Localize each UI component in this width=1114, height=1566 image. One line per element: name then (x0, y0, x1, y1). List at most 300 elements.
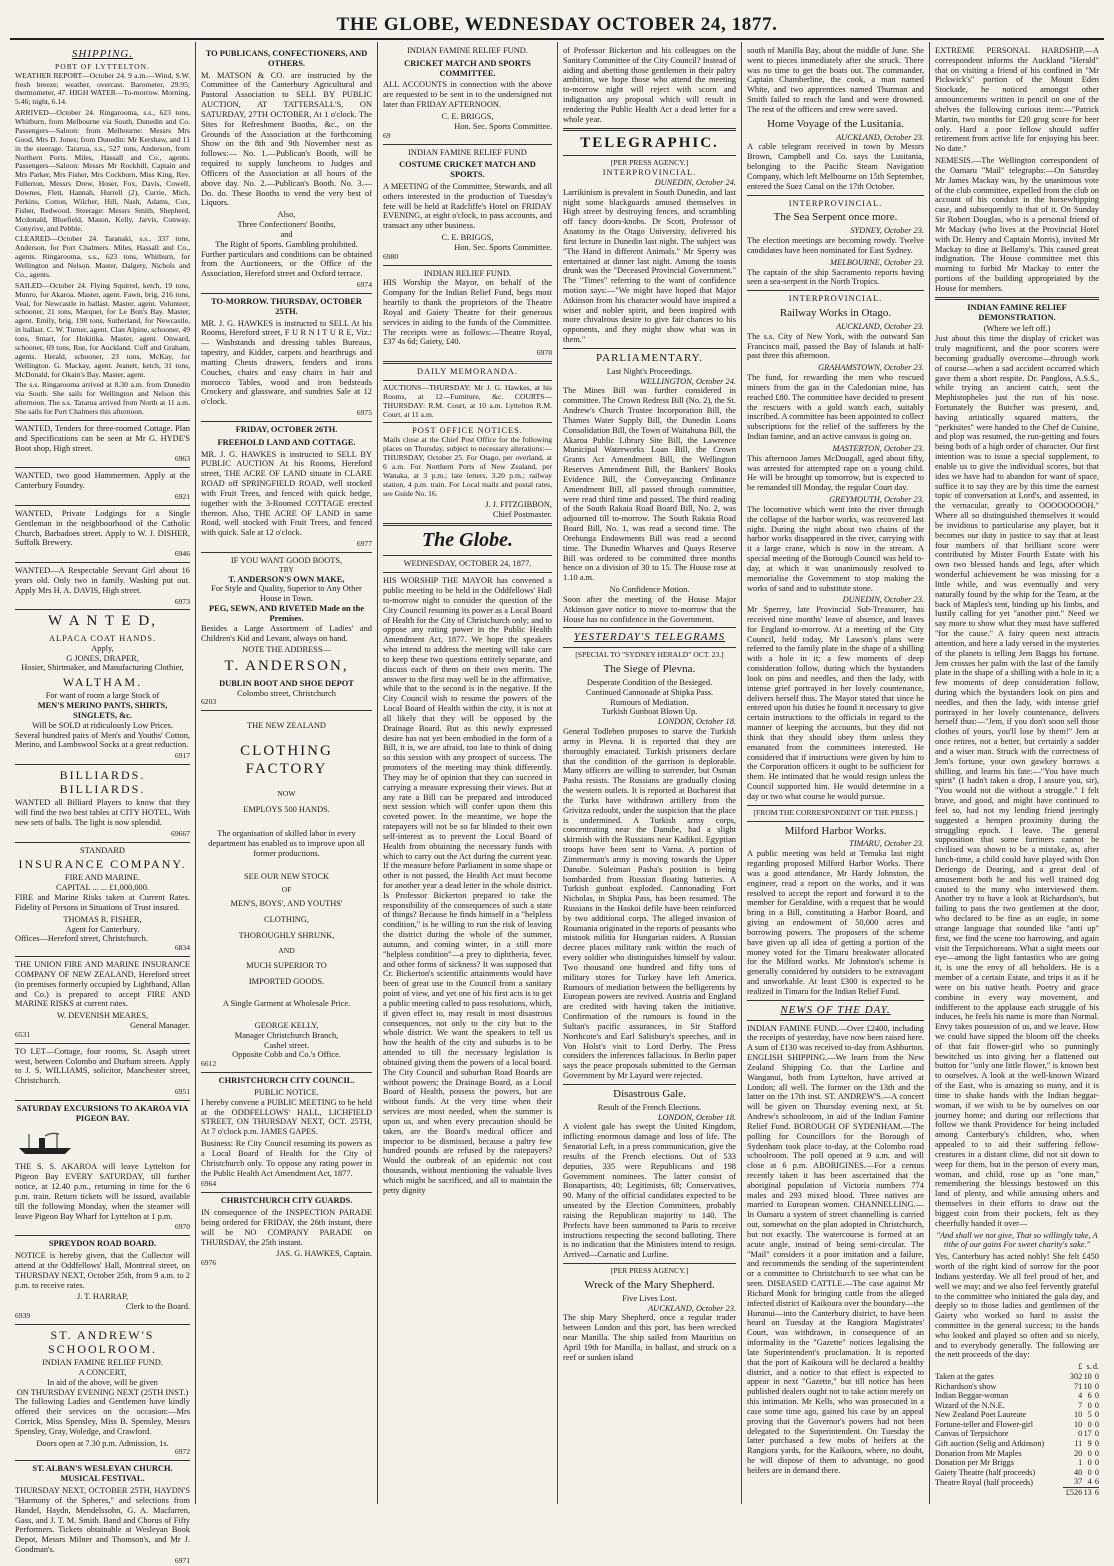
telegraphic-heading: TELEGRAPHIC. (580, 134, 719, 151)
dateline: SYDNEY, October 23. (850, 226, 924, 236)
capital: CAPITAL ... ... £1,000,000. (55, 883, 149, 893)
greymouth-text: The locomotive which went into the river through the collapse of the harbor works, was recovered last night. During the night about two chains of the harbor works disappeared in the river, carrying with it a large crane, which is now in the stream. A special meeting of the Borough Council was held to-day, at which it was unanimously resolved to memorialise the Government to stop making the works of sand and to substitute stone. (747, 504, 924, 593)
table-row (935, 1410, 1099, 1420)
insurance-text: FIRE and Marine Risks taken at Current Rates. Fidelity of Persons in Situations of Trust insured. (15, 893, 190, 912)
famine-heading: INDIAN FAMINE RELIEF FUND. (407, 46, 528, 55)
table-header-cell (935, 1362, 1063, 1372)
table-cell: Theatre Royal (half proceeds) (935, 1477, 1033, 1487)
wellington-text: The Mines Bill was further considered in committee. The Crown Redress Bill (No. 2), the St. Andrew's Church Trustee Incorporation Bill, the Thames Water Supply Bill, the Dunedin Loans Consolidation Bill, the Town of Waitahuna Bill, the Akaroa Public Library Site Bill, the Lawrence Municipal Waterworks Loan Bill, the Crown Grants Act Amendment Bill, the Wellington Reserves Amendment Bill, the Bankers' Books Evidence Bill, the Conveyancing Ordinance Amendment Bill, all passed through committee, were read third time and passed. The third reading of the South Rakaia Road Board Bill, No. 2, was adjourned till to-morrow. The South Rakaia Road Board Bill, No. 1, was read a second time. The Orehunga Endowments Bill was read a second time. The Dunedin Wharves and Quays Reserve Bill was ordered to be committed three months hence on a division of 30 to 15. The House rose at 1.10 a.m. (563, 386, 736, 583)
table-cell: 20 (1073, 1448, 1083, 1458)
dateline: DUNEDIN, October 23. (842, 595, 924, 605)
divider (201, 293, 372, 294)
meeting-text: A MEETING of the Committee, Stewards, and all others interested in the production of Tuesday's fete will be held at Radcliffe's Hotel on FRIDAY EVENING, at eight o'clock, to pass accounts, and transact any other business. (383, 181, 552, 231)
desperate-heading: Desperate Condition of the Besieged. (586, 677, 713, 687)
table-row (935, 1468, 1099, 1478)
jones-socks: Several hundred pairs of Men's and Youths' Cotton, Merino, and Lambswool Socks at a great reduction. (15, 730, 190, 750)
interprovincial-heading: INTERPROVINCIAL. (788, 198, 883, 208)
jones-goods: MEN'S MERINO PANTS, SHIRTS, SINGLETS, &c. (37, 701, 168, 720)
divider (383, 144, 552, 145)
ad-number: 6963 (174, 454, 190, 464)
divider (201, 710, 372, 711)
port-heading: PORT OF LYTTELTON. (55, 61, 150, 71)
dateline: MELBOURNE, October 23. (830, 257, 924, 267)
dublin-depot: DUBLIN BOOT AND SHOE DEPOT (219, 678, 354, 688)
divider (383, 380, 552, 381)
public-notice: PUBLIC NOTICE. (254, 1087, 319, 1097)
table-row (935, 1458, 1099, 1468)
dateline: AUCKLAND, October 23. (836, 321, 924, 331)
table-cell: New Zealand Poet Laureate (935, 1410, 1027, 1420)
ad-number: 69 (383, 130, 391, 140)
dateline: TIMARU, October 23. (849, 839, 924, 849)
fisher-name: THOMAS R. FISHER, (63, 914, 142, 924)
ad-number: 6203 (201, 697, 217, 707)
dunedin-text: Larrikinism is prevalent in South Dunedin, and last night some blackguards amused themselves in High street by destroying fences, and scrambling off fancy doors-knobs. Dr Scott, Professor of Anatomy in the Otago University, delivered his first lecture in Dunedin last night. The subject was "The Hand in different Animals." Mr Sperry was entertained at dinner last night. Among the toasts drunk was the "Deceased Provincial Government." The "Times" referring to the want of confidence motion says:—"We might have hoped that Major Atkinson from his character would have inspired a wiser and nobler spirit, and been inspired with more chivalrous desire to give fair chances to his opponents, and they might show what was in them." (563, 187, 736, 345)
special-note: [SPECIAL TO "SYDNEY HERALD" OCT. 23.] (575, 650, 724, 660)
ad-number: 6921 (174, 492, 190, 501)
divider (201, 421, 372, 422)
wreck-heading: Wreck of the Mary Shepherd. (584, 1278, 715, 1291)
table-cell: Canvas of Terpsichore (935, 1429, 1009, 1439)
sports-text: The Right of Sports. Gambling prohibited. (215, 239, 358, 249)
accounts-text: ALL ACCOUNTS in connection with the above are requested to be sent in to the undersigned not later than FRIDAY AFTERNOON. (383, 80, 552, 110)
divider (747, 805, 924, 806)
harrap-role: Clerk to the Board. (125, 1302, 190, 1312)
table-header-cell: s. (1086, 1362, 1092, 1372)
ad-number: 6964 (201, 1179, 217, 1189)
ad-tenders: WANTED, Tenders for three-roomed Cottage. Plan and Specifications can be seen at Mr G. HYDE'S Boot shop, High street. (15, 423, 190, 453)
dateline: AUCKLAND, October 23. (648, 1303, 736, 1313)
concert-line: In aid of the above, will be given (47, 1377, 158, 1387)
divider (747, 195, 924, 196)
ad-servant: WANTED—A Respectable Servant Girl about 16 years old. Only two in family. Washing put out. Apply Mrs H. A. DAVIS, High street. (15, 566, 190, 595)
nemesis-text: NEMESIS.—The Wellington correspondent of the Oamaru "Mail" telegraphs:—On Saturday Mr James Mackay was, by the unanimous vote of the club committee, expelled from the club on account of his conduct in the horsewhipping case, and subsequently to that of it. On Sunday Sir Robert Douglas, who is a personal friend of Mr Mackay (who lives at the Provincial Hotel with Dr. Henry and Captain Morris), invited Mr Mackay to dine at Bellamy's. This caused great indignation. The House committee met this morning to forbid Mr Mackay to enter the portions of the building appropriated by the House for members. (935, 156, 1099, 293)
table-cell: 10 (1083, 1371, 1092, 1381)
table-row (935, 1401, 1099, 1411)
divider (15, 1460, 190, 1461)
table-total-row (935, 1488, 1099, 1498)
briggs-name: C. E. BRIGGS, (441, 111, 494, 121)
parliamentary-heading: PARLIAMENTARY. (596, 351, 703, 364)
shipping-note: The s.s. Ringarooma arrived at 8.30 a.m. from Dunedin via South. She sails for Wellington and Nelson this afternoon. The s.s. Tararua arrived from North at 11 a.m. She sails for Port Chalmers this afternoon. (15, 380, 190, 417)
gunboat-heading: Turkish Gunboat Blown Up. (601, 707, 698, 717)
press-agency: [PER PRESS AGENCY.] (610, 158, 689, 168)
of-text: OF (281, 885, 292, 895)
dateline: GRAHAMSTOWN, October 23. (818, 363, 924, 373)
steamship-icon (15, 1130, 75, 1156)
table-cell: 1 (1078, 1458, 1083, 1468)
table-cell: 0 (1094, 1439, 1099, 1449)
relief-heading: INDIAN RELIEF FUND. (423, 268, 512, 278)
divider (15, 842, 190, 843)
proceeds-rows (935, 1372, 1099, 1488)
gapes-text: I hereby convene a PUBLIC MEETING to be held at the ODDFELLOWS' HALL, LICHFIELD STREET, ON THURSDAY NEXT, OCT. 25TH, At 7 o'clock p.m. JAMES GAPES. (201, 1097, 372, 1137)
interprovincial-heading: INTERPROVINCIAL. (602, 168, 697, 178)
concert-performers: The following Ladies and Gentlemen have kindly offered their services on the occasion:—Mrs Corrick, Miss Spensley, Miss B. Spensley, Messrs Spensley, Gray, Woledge, and Crawford. (15, 1397, 190, 1436)
masterton-text: This afternoon James McDougall, aged about fifty, was arrested for attempted rape on a young child. He will be brought up tomorrow, but is expected to be remanded till Monday, the regular Court day. (747, 453, 924, 493)
mens-clothing: MEN'S, BOYS', AND YOUTHS' (230, 899, 343, 909)
fisher-role: Agent for Canterbury. (65, 924, 140, 934)
table-cell: £526 (1063, 1488, 1082, 1498)
stalbans-text: THURSDAY NEXT, OCTOBER 25TH, HAYDN'S "Harmony of the Spheres," and selections from Handel, Haydn, Mendelssohn, G. A. Macfarren, Gass, and J. T. M. Smith. Band and Chorus of Fifty Performers. Tickets obtainable at Wesleyan Book Depot, Messrs Milner and Thomson's, and Mr J. Goodman's. (15, 1486, 190, 1554)
employs-text: EMPLOYS 500 HANDS. (243, 805, 330, 815)
column-3 (378, 42, 558, 1504)
divider (15, 562, 190, 563)
correspondent-note: [FROM THE CORRESPONDENT OF THE PRESS.] (753, 807, 918, 817)
ad-number: 6951 (174, 1087, 190, 1097)
lusitania-heading: Home Voyage of the Lusitania. (767, 117, 904, 130)
table-header-cell: d. (1092, 1362, 1099, 1372)
table-cell: Donation from Mr Maples (935, 1448, 1022, 1458)
ad-number: 6976 (201, 1258, 217, 1268)
council-heading: CHRISTCHURCH CITY COUNCIL. (218, 1076, 355, 1086)
table-cell: Wizard of the N.N.E. (935, 1400, 1005, 1410)
yes-text: Yes, Canterbury has acted nobly! She felt £450 worth of the right kind of sorrow for the poor Indians yesterday. We all feel proud of her, and well we may; and we also feel fervently grateful to the committee who initiated the gala day, and deeply so to those ladies and gentlemen of the Gaiety who worked so hard to assist the committee in the general success; to the bands who looked and played so often and so nicely, and to everybody generally. The following are the nett proceeds of the day: (935, 1252, 1099, 1360)
meares-role: General Manager. (130, 1021, 190, 1031)
table-cell: 6 (1094, 1477, 1099, 1487)
jones-text: For want of room a large Stock of (45, 691, 160, 701)
imported-goods: IMPORTED GOODS. (248, 977, 325, 987)
railway-text: The s.s. City of New York, with the outward San Francisco mail, passed the Bay of Islands at half-past three this afternoon. (747, 331, 924, 361)
divider (15, 956, 190, 957)
ad-number: 6978 (536, 348, 552, 358)
anderson-make: T. ANDERSON'S OWN MAKE, (228, 574, 345, 584)
insurance-heading: INSURANCE COMPANY. (18, 857, 187, 872)
dateline: WELLINGTON, October 24. (639, 376, 736, 386)
table-row (935, 1439, 1099, 1449)
where-left-off: (Where we left off.) (983, 324, 1051, 334)
table-cell: 0 (1087, 1419, 1092, 1429)
divider (563, 627, 736, 628)
divider (383, 555, 552, 556)
harrap-name: J. T. HARRAP, (76, 1292, 129, 1302)
table-header-row (935, 1362, 1099, 1372)
briggs-role: Hon. Sec. Sports Committee. (454, 121, 552, 131)
table-row (935, 1391, 1099, 1401)
table-cell: 0 (1094, 1419, 1099, 1429)
see-stock: SEE OUR NEW STOCK (243, 872, 330, 882)
business-text: Business: Re City Council resuming its powers as a Local Board of Health for the City of Christchurch only. To oppose any rating power in the Public Health Act Amendment Act, 1877. (201, 1139, 372, 1178)
ad-number: 6977 (356, 539, 372, 549)
post-heading: POST OFFICE NOTICES. (412, 426, 523, 436)
divider (563, 1263, 736, 1264)
hawkes-furniture-text: MR. J. G. HAWKES is instructed to SELL At his Rooms, Hereford street, F U R N I T U R E, Viz.:— Washstands and dressing tables Bureaus, tapestry, and Kidder, carpets and hearthrugs and matting Chests drawers, fenders and irons Couches, chairs and easy chairs in hair and morocco Tables, wood and iron bedsteads Crockery and glassware, and sundries Sale at 12 o'clock. (201, 318, 372, 407)
fitz-name: J. J. FITZGIBBON, (485, 500, 552, 510)
billiards-heading: BILLIARDS. BILLIARDS. (59, 768, 146, 797)
table-cell: 302 (1069, 1371, 1083, 1381)
plevna-heading: The Siege of Plevna. (603, 663, 696, 676)
fire-marine: FIRE AND MARINE. (64, 873, 141, 883)
divider (563, 155, 736, 156)
french-text: A violent gale has swept the United Kingdom, inflicting enormous damage and loss of life. The Senatorial Left, in a press communication, give the results of the French elections. Out of 533 deputies, 335 were Republicans and 198 Government nominees. The latter consist of Bonapartists, 40; Legitimists, 68; Conservatives, 90. Many of the official candidates expected to be unseated by the Election Committees, probably raising the Republican majority to 140. The Prefects have been summoned to Paris to receive instructions respecting the second balloting. There is no indication that the Ministers intend to resign. Arrived—Carnatic and Lurline. (563, 1122, 736, 1260)
news-text: INDIAN FAMINE FUND.—Over £2400, including the receipts of yesterday, have now been raised here. A sum of £130 was received to-day from Ashburton. ENGLISH SHIPPING.—We learn from the New Zealand Shipping Co. that the Lurline and Wanganui, both from Lyttelton, have arrived at London; all well. The former on the 13th and the latter on the 17th inst. ST. ANDREW'S.—A concert will be given on Thursday evening next, at St. Andrew's schoolroom, in aid of the Indian Famine Relief Fund. BOROUGH OF SYDENHAM.—The polling for Councillors for the Borough of Sydenham took place to-day, at the Colombo road schoolroom. The poll opened at 9 a.m. and will close at 6 p.m. ABORIGINES.—For a census recently taken it has been ascertained that the aboriginal population of Victoria numbers 774 males and 293 mixed blood. Three natives are married to European women. CHANNELLING.—In Oamaru a system of street channelling is carried out, somewhat on the plan adopted in Christchurch, but not exactly. The watercourse is formed at an acute angle, instead of being semi-circular. The "Mail" considers it a poor imitation and a failure, and recommends the sending of the superintendent or a committee to Christchurch to see what can be seen. DISEASED CATTLE.—The case against Mr Richard Monk for bringing cattle from the alleged infected district of Kaikoura over the boundary—the Hurunui—into the Canterbury district, to have been heard on Tuesday at the Rangiora Magistrates' Court, was withdrawn, in consequence of an informality in the "Gazette" notices legalising the late Superintendent's proclamation. It is reported that the port of Kaikoura will be declared a healthy district, and a notice to that effect is expected to appear in next "Gazette," but till notice has been published dealers ought not to take action merely on this intimation. Mr Kells, who was prosecuted in a case some time ago, gained his case by an appeal proving that the Governor's powers had not been delegated to the Superintendent. On Tuesday the latter purchased a few mobs of heifers at the Rangiora yards, for the Kaikoura, where, no doubt, he will dispose of them to advantage, no good heifers are in demand there. (747, 1023, 924, 1475)
table-cell: 4 (1078, 1391, 1083, 1401)
ad-number: 6974 (356, 280, 372, 290)
ad-number: 69667 (171, 828, 190, 838)
kelly-street: Cashel street. (263, 1040, 310, 1050)
rumours-heading: Rumours of Mediation. (610, 697, 689, 707)
divider (15, 1324, 190, 1325)
table-cell: 37 (1073, 1477, 1083, 1487)
table-cell: 0 (1087, 1458, 1092, 1468)
table-header-cell: £ (1078, 1362, 1083, 1372)
spreydon-heading: SPREYDON ROAD BOARD. (48, 1239, 157, 1249)
try-text: TRY (279, 564, 294, 574)
table-row (935, 1477, 1099, 1487)
anderson-name: T. ANDERSON, (224, 658, 349, 675)
pegged-text: PEG, SEWN, AND RIVETED Made on the Premises. (209, 604, 364, 623)
ad-hammermen: WANTED, two good Hammermen. Apply at the Canterbury Foundry. (15, 471, 190, 491)
table-cell: 0 (1087, 1400, 1092, 1410)
friday-heading: FRIDAY, OCTOBER 26TH. (235, 424, 338, 434)
wanted-heading: W A N T E D, (47, 613, 157, 630)
dateline: LONDON, October 18. (657, 1112, 736, 1122)
booths-text: Three Confectioners' Booths, (237, 220, 336, 230)
guards-text: IN consequence of the INSPECTION PARADE being ordered for FRIDAY, the 26th instant, there will be NO COMPANY PARADE on THURSDAY, the 25th instant. (201, 1208, 372, 1247)
divider (563, 1084, 736, 1085)
table-cell: 0 (1078, 1429, 1083, 1439)
organisation-text: The organisation of skilled labor in every department has enabled us to improve upon all former productions. (208, 828, 365, 858)
waltham-heading: WALTHAM. (62, 675, 143, 690)
concert-heading: A CONCERT, (78, 1367, 127, 1377)
editorial-text: HIS WORSHIP THE MAYOR has convened a public meeting to be held in the Oddfellows' Hall to-morrow night to consider the question of the City Council resuming its power as a Local Board of Health for the City of Christchurch only; and to oppose any rating power in the Public Health Amendment Act, 1877. We hope the speakers who intend to address the meeting will take care to keep these two questions entirely separate, and discuss each of them on their own merits. The answer to the first may well be in the affirmative, while that to the second is in the negative. If the City Council wish to resume the powers of the Local Board of Health within the city, it is not at all likely that they will be opposed by the Drainage Board. But as this newly expressed desire has not yet been embodied in the form of a Bill, it is, we are afraid, too late to think of doing so this session with any prospect of success. The promoters of the meeting may think differently. They may be of opinion that they can succeed in carrying a measure expressing their views. But at any rate a Bill can be prepared and introduced next session which will confer upon them this coveted power. In the meantime, we hope the ratepayers will not be so far blinded to their own self-interest as to prevent the Local Board of Health from obtaining the necessary funds with which to carry out the Act during the current year. If the measure before Parliament in some shape or other is not passed, the Health Act must become for another year a dead letter in the whole district. Is Professor Bickerton prepared to take the responsibility of the consequences of such a state of things? Because he finds himself in a "helpless condition," is he willing to run the risk of leaving the district during the whole of the summer, autumn, and coming winter, in a still more "helpless condition"—a prey to diphtheria, fever, and other forms of sickness? It was supposed that Cr. Bickerton's scientific attainments would have been of great use to the Council from a sanitary point of view, and yet one of his first acts is to get a public meeting called to pass resolutions, which, if given effect to, may result in most disastrous consequences, not only to the city but to the whole district. We want the speakers to tell us how the health of the city and suburbs is to be attended to till the necessary legislation is obtained giving them the powers of a local board. The City Council and suburban Road Boards are without powers; the Drainage Board, as a Local Board of Health, possess the powers, but are without funds. At the very time when their services are most needed, when the summer is upon us, and when every precaution should be taken, are the Board's medical officer and inspector to be dismissed, because a paltry few hundred pounds are refused by the ratepayers? Would the outbreak of an epidemic not cost thousands, without mentioning the valuable lives which might be sacrificed, and all to maintain the petty dignity (383, 576, 552, 1195)
divider (563, 128, 736, 131)
melbourne-text: The captain of the ship Sacramento reports having seen a sea-serpent in the North Tropics. (747, 267, 924, 287)
table-cell: 0 (1094, 1467, 1099, 1477)
excursions-heading: SATURDAY EXCURSIONS TO AKAROA VIA PIGEON BAY. (16, 1103, 189, 1123)
lusitania-text: A cable telegram received in town by Messrs Brown, Campbell and Co. says the Lusitania, belonging to the Pacific Steam Navigation Company, which left Melbourne on 15th September, entered the Suez Canal on the 17th October. (747, 142, 924, 191)
table-cell: 4 (1087, 1477, 1092, 1487)
divider (383, 523, 552, 526)
stalbans-heading: ST. ALBAN'S WESLEYAN CHURCH. MUSICAL FESTIVAL. (32, 1464, 173, 1484)
jones-name: G JONES, DRAPER, (66, 653, 139, 663)
standard-heading: STANDARD (80, 845, 125, 855)
besides-text: Besides a Large Assortment of Ladies' and Children's Kid and Levant, always on hand. (201, 623, 372, 643)
table-cell: 5 (1087, 1410, 1092, 1420)
columns (10, 42, 1104, 1565)
editorial-date: WEDNESDAY, OCTOBER 24, 1877. (403, 559, 532, 569)
column-1 (10, 42, 196, 1565)
note-address: NOTE THE ADDRESS— (242, 645, 331, 655)
wreck-continuation: south of Manilla Bay, about the middle of June. She went to pieces immediately after she struck. There was no time to get the boats out. The commander, Captain Chamberline, the cook, a man named White, and two apprentices named Thurman and Smith failed to reach the land and were drowned. The rest of the officers and crew were saved. (747, 46, 924, 114)
and-text: and (280, 229, 293, 239)
divider (201, 1192, 372, 1193)
table-cell: Donation per Mr Briggs (935, 1458, 1014, 1468)
clothing-text: CLOTHING, (264, 914, 309, 924)
table-cell: 0 (1094, 1400, 1099, 1410)
french-heading: Result of the French Elections. (597, 1102, 702, 1112)
dateline: AUCKLAND, October 23. (836, 132, 924, 142)
yesterdays-telegrams-heading: YESTERDAY'S TELEGRAMS (573, 631, 726, 644)
divider (747, 290, 924, 291)
further-text: Further particulars and conditions can be obtained from the Auctioneers, or the Office of the Association, Hereford street and Oxford terrace. (201, 249, 372, 279)
kelly-location: Opposite Cobb and Co.'s Office. (232, 1050, 341, 1060)
table-cell: 0 (1094, 1448, 1099, 1458)
divider (15, 764, 190, 765)
proceeds-table (935, 1362, 1099, 1497)
jones-trade: Hosier, Shirtmaker, and Manufacturing Clothier, (21, 663, 184, 673)
divider (201, 552, 372, 553)
divider (383, 361, 552, 364)
table-cell: 6 (1087, 1391, 1092, 1401)
and-text: AND (278, 945, 295, 955)
auctions-text: AUCTIONS—THURSDAY: Mr J. G. Hawkes, at his Rooms, at 12—Furniture, &c. COURTS—THURSDAY: R.M. Court, at 10 a.m. Lyttelton R.M. Court, at 11 a.m. (383, 382, 552, 419)
spreydon-text: NOTICE is hereby given, that the Collector will attend at the Oddfellows' Hall, Montreal street, on THURSDAY NEXT, October 25th, from 9 a.m. to 2 p.m. to receive rates. (15, 1251, 190, 1290)
grahamstown-text: The fund, for rewarding the men who rescued miners from the gas in the Caledonian mine, has reached £80. The committee have decided to present the rescuers with a gold watch each, suitably inscribed. A committee has been appointed to collect subscriptions for the relief of the sufferers by the Indian famine, and an active canvass is going on. (747, 373, 924, 442)
demonstration-text: Just about this time the display of cricket was truly magnificent, and the poor scorers were becoming gradually overcome—through work of course—when a sad accident occurred which gave them a short respite. Dr. Pangloss, A.S.S., while trying an ancient catch, sent the Mephistopheles just the run of his nose. Fortunately the Butcher was present, and, having artistically squared matters, the "perkisites" were handed to the Chef de Cuisine, and plop was resumed, the run-getting and fours being both of a high order of character. Our first intention was to issue a special supplement, to enable us to give the individual scores, but that idea we have had to abandon for want of space, suffice it to say they are by this time the earnest topic of conversation at Lord's, and assented, in the vernacular, greatly to OOOOOOOOH." Where all so distinguished themselves it would be invidious to particularise any player, but it becomes our duty in justice to say that at least four numbers of that brilliant score were contributed by Mister Fourth Estate with his own two blessed hands and legs, after which wonderful achievement he was missing for a little while, and was eventually and very naturally found by the whip for the Team, at the back of Maples's tent, binding up his limbs, and lustily calling for yet "another pint." Need we say more to show what they must have suffered "for the cause." A fairy queen next attracts attention, and here a lady versed in the mysteries of the planets is telling Jem Baggs his fortune. Jem crosses her palm with the last of the family plate in the shape of a shilling with a hole in it; a few moments of deep consideration follow, during which the bystanders look on pins and needles, and then the lady, with intense grief portrayed in her lovely countenance, delivers herself thus:—"Jem, if you don't soon sell those clothes of yours, you'll lose by them!" Jem at once retires, not a better, but certainly a sadder and a wiser man. Struck with the correctness of Jem's fortune, your own gawkey borrows a shilling, and learns his fate:—"You have much spirit" (I hadn't taken a drop, I assure you, sir), "You would not die without a struggle." I felt brave, and good, and might have continued to feel so, had not my lending friend jeeringly suggested a hempen proximity during the struggling epoch. I leave. The general supposition that some furriners cannot be civilised was shown to be a mistake, as, after lunch-time, a child could have played with Don Deriengo de Dearing, and a great deal of amusement both he and his well trained dog caused to the many who interviewed them. Another try to have a look at Richardson's, but failing to pass the two gentlemen at the door, who declared to be fine as an eagle, in some strange language that sounded like "anti up" first, we find the scene too harrowing, and again visit the Terpsichoreans. What a sight meets our eye—among the light fantastics who are going it, is one the envy of all beholders. He is a member of a certain Estate, and trips it as if he were on his native heath. Poetry and grace combine in every way movement, and indifferent to the applause each struggle of his induces, he feels his name is more than Normal. Envy takes possession of us, and we leave. How we could have sipped the bloom off the cheeks of that fair flower-girl who so punningly bewitched us into giving her a flattened out button for "only one little flower," is known best to ourselves. A look at the well-known Wizard of the East, who is amazing so many, and it is time to shake hands with the Indian beggar-woman, if we wish to be by ourselves on our journey home; and during our reflections that follow we thank Providence for being included among Canterbury's children, who, when appealed to to aid their suffering fellow-creatures in a distant clime, did not sit down to weep for them, but in the person of every man, woman, and child, rose up as "one man," remembering the blessings bestowed on this land of plenty, and while amusing others and themselves in their efforts to draw out the biggest coin from their pockets, felt as they cheerfully handed it over— (935, 334, 1099, 1228)
billiards-text: WANTED all Billiard Players to know that they will find the two best tables at CITY HOTEL, With new sets of balls. The light is now splendid. (15, 798, 190, 827)
single-garment: A Single Garment at Wholesale Price. (222, 999, 351, 1009)
cricket-heading: CRICKET MATCH AND SPORTS COMMITTEE. (404, 58, 531, 78)
concert-doors: Doors open at 7.30 p.m. Admission, 1s. (36, 1438, 169, 1448)
table-cell: 0 (1094, 1458, 1099, 1468)
ad-number: 6970 (174, 1222, 190, 1232)
akaroa-text: THE S. S. AKAROA will leave Lyttelton for Pigeon Bay EVERY SATURDAY, till further notice, at 12.40 p.m., returning in time for the 6 p.m. train. Return tickets will be issued, available till the following Monday, when the steamer will leave Pigeon Bay Wharf for Lyttelton at 1 p.m. (15, 1162, 190, 1221)
table-cell: 0 (1087, 1467, 1092, 1477)
proceedings-heading: Last Night's Proceedings. (606, 366, 693, 376)
fisher-offices: Offices—Hereford street, Christchurch. (15, 934, 148, 944)
jones-sale: Will be SOLD at ridiculously Low Prices. (32, 720, 173, 730)
column-5 (742, 42, 930, 1504)
table-cell: 10 (1073, 1419, 1083, 1429)
union-text: THE UNION FIRE AND MARINE INSURANCE COMPANY OF NEW ZEALAND, Hereford street (in premises formerly occupied by Lightband, Allan and Co.) is prepared to accept FIRE AND MARINE RISKS at current rates. (15, 960, 190, 1009)
concert-date: ON THURSDAY EVENING NEXT (25TH INST.) (16, 1387, 189, 1397)
freehold-heading: FREEHOLD LAND AND COTTAGE. (217, 437, 356, 447)
column-2 (196, 42, 378, 1504)
briggs-name: C. E. BRIGGS, (441, 233, 494, 243)
table-cell: 0 (1094, 1391, 1099, 1401)
cleared-list: CLEARED—October 24. Taranaki, s.s., 337 tons, Anderson, for Port Chalmers. Miles, Hassall and Co., agents. Ringarooma, s.s., 623 tons, Whitburn, for Wellington and Nelson. Master, Dalgety, Nichols and Co., agents. (15, 234, 190, 279)
nz-heading: THE NEW ZEALAND (247, 721, 326, 731)
meares-name: W. DEVENISH MEARES, (56, 1011, 149, 1021)
table-cell: 6 (1092, 1488, 1099, 1498)
dateline: MASTERTON, October 23. (832, 443, 924, 453)
masthead: THE GLOBE, WEDNESDAY OCTOBER 24, 1877. (336, 14, 778, 35)
costume-heading: COSTUME CRICKET MATCH AND SPORTS. (399, 160, 536, 180)
lives-heading: Five Lives Lost. (622, 1293, 677, 1303)
sailed-list: SAILED—October 24. Flying Squirrel, ketch, 19 tons, Munro, for Akaroa. Master, agent. Fawn, brig, 216 tons, Veal, for Newcastle in ballast. Master, agent. Volunteer, schooner, 21 tons, Marquet, for Le Bon's Bay. Master, agent. Emily, brig, 198 tons, Sutherland, for Newcastle, in ballast. C. W. Turner, agent. Clan Alpine, schooner, 49 tons, Smart, for Hokitika. Master, agent. Onward, schooner, 69 tons, Rue, for Auckland. Cuff and Graham, agents. Herald, schooner, 23 tons, McKay, for Wellington. G. Mackay, agent. Jeanett, ketch, 31 tons, McDonald, for Okain's Bay. Master, agent. (15, 280, 190, 379)
table-cell (935, 1488, 1063, 1498)
table-cell: 0 (1094, 1429, 1099, 1439)
divider (15, 1235, 190, 1236)
ad-number: 6971 (174, 1555, 190, 1565)
table-cell: Indian Beggar-woman (935, 1391, 1009, 1401)
famine-heading: INDIAN FAMINE RELIEF FUND. (42, 1358, 163, 1368)
dateline: DUNEDIN, October 24. (654, 177, 736, 187)
ad-number: 6972 (174, 1447, 190, 1457)
table-row (935, 1382, 1099, 1392)
divider (15, 467, 190, 468)
table-cell: 0 (1094, 1371, 1099, 1381)
noconf-text: Soon after the meeting of the House Major Atkinson gave notice to move to-morrow that the House has no confidence in the Government. (563, 594, 736, 624)
extreme-text: EXTREME PERSONAL HARDSHIP.—A correspondent informs the Auckland "Herald" that on visiting a friend of his confined in "Mr Pickwick's" portion of the Mount Eden Stockade, he noticed amongst other announcements written in pencil on one of the shelves the following curious item:—"Patrick Martin, two months for £20 grog score for beer only. Hard a poor fellow should suffer retirement from active life for enjoying his beer. No date." (935, 46, 1099, 154)
table-cell: Richardson's show (935, 1381, 997, 1391)
divider (15, 420, 190, 421)
interprovincial-heading: INTERPROVINCIAL. (788, 294, 883, 304)
table-cell: 7 (1078, 1400, 1083, 1410)
serpent-heading: The Sea Serpent once more. (773, 211, 898, 224)
dateline: LONDON, October 18. (657, 717, 736, 727)
colombo-address: Colombo street, Christchurch (237, 688, 336, 698)
divider (15, 609, 190, 610)
demonstration-heading: INDIAN FAMINE RELIEF DEMONSTRATION. (967, 302, 1067, 322)
column-4 (558, 42, 742, 1504)
railway-heading: Railway Works in Otago. (779, 307, 892, 320)
divider (747, 821, 924, 822)
worship-text: HIS Worship the Mayor, on behalf of the Company for the Indian Relief Fund, begs most heartily to thank the proprietors of the Theatre Royal and Gaiety Theatre for their generous services in aiding to the funds of the Committee. The receipts were as follows:—Theatre Royal, £37 4s 6d; Gaiety, £40. (383, 278, 552, 347)
clothing-factory-heading: CLOTHING FACTORY (240, 743, 333, 777)
kelly-role: Manager Christchurch Branch, (234, 1030, 339, 1040)
table-row (935, 1420, 1099, 1430)
divider (383, 422, 552, 423)
apply-text: Apply, (91, 643, 114, 653)
much-superior: MUCH SUPERIOR TO (246, 961, 327, 971)
globe-title: The Globe. (421, 529, 514, 552)
editorial-continuation: of Professor Bickerton and his colleagues on the Sanitary Committee of the City Council? Instead of aiding and abetting those gentlemen in their paltry ambition, we hope those who attend the meeting to-morrow night will reject with scorn and indignation any proposal which will result in rendering the Public Health Act a dead letter for a whole year. (563, 46, 736, 124)
mails-text: Mails close at the Chief Post Office for the following places on Thursday, subject to necessary alterations:— THURSDAY, October 25. For Otago, per overland, at 6 a.m. For Northern Ports of New Zealand, per Wanaka, at 3 p.m.; late letters, 3.20 p.m.; railway station, 4 p.m. train. For Local mails and postal rates, see Guide No. 16. (383, 435, 552, 498)
table-cell: 10 (1083, 1381, 1092, 1391)
verse-text: "And shall we not give, That so willingly take, A tithe of our gains For sweet charity's sake." (936, 1230, 1098, 1250)
table-cell: 17 (1083, 1429, 1092, 1439)
divider (15, 1100, 190, 1101)
table-cell: 71 (1073, 1381, 1083, 1391)
divider (201, 1072, 372, 1073)
ad-number: 6917 (174, 751, 190, 761)
ad-number: 6975 (356, 408, 372, 418)
table-cell: Fortune-teller and Flower-girl (935, 1419, 1034, 1429)
ad-number: 6612 (201, 1059, 217, 1069)
milford-heading: Milford Harbor Works. (784, 824, 887, 837)
dateline: GREYMOUTH, October 23. (829, 495, 924, 505)
fitz-role: Chief Postmaster. (492, 510, 552, 520)
ad-number: 6980 (383, 251, 399, 261)
table-cell: 10 (1073, 1410, 1083, 1420)
news-heading: NEWS OF THE DAY. (780, 1003, 891, 1016)
table-cell: 9 (1087, 1439, 1092, 1449)
shipping-heading: SHIPPING. (71, 48, 134, 60)
publicans-heading: TO PUBLICANS, CONFECTIONERS, AND OTHERS. (205, 49, 368, 68)
matson-text: M. MATSON & CO. are instructed by the Committee of the Canterbury Agricultural and Pastoral Association to SELL BY PUBLIC AUCTION, AT TATTERSALL'S, ON SATURDAY, 27TH OCTOBER, At 1 o'clock. The Sites for Refreshment Booths, &c., on the Grounds of the Association at the forthcoming Show on the 8th and 9th November next as follows:— No. 1.—Publican's Booth, will be required to supply luncheons to Judges and Officers of the Association at all hours of the above day. No. 2.—Publican's Booth. No. 3.— Do. do. These Booths to vend the very best of Liquors. (201, 70, 372, 208)
table-cell: 40 (1073, 1467, 1083, 1477)
table-row (935, 1429, 1099, 1439)
memoranda-heading: DAILY MEMORANDA. (417, 367, 518, 377)
boots-heading: IF YOU WANT GOOD BOOTS, (230, 555, 343, 565)
masthead-rule (10, 38, 1104, 40)
guards-signature: JAS. G. HAWKES, Captain. (276, 1249, 372, 1259)
noconf-heading: No Confidence Motion. (609, 585, 690, 595)
dunedin-text: Mr Sperrey, late Provincial Sub-Treasurer, has received nine months' leave of absence, and leaves for England to-morrow. At a meeting of the City Council, held today, Mr Lawson's plans were referred to the family plate in the shape of a shilling with a hole in it; a few moments of deep consideration follow, during which the bystanders look on pins and needles, and then the lady, with intense grief portrayed in her lovely countenance, delivers herself thus. The Mayor stated that since he entered upon his duties he found it necessary to give certain instructions to the officials in regard to the manner of keeping the accounts, but they did not think that they should obey them unless they emanated from the committees interested. He considered that if instructions were given by him to the Corporation officers it ought to be sufficient for them. He intimated that he would resign unless the Council supported him. He would determine in a day or two what course he would pursue. (747, 605, 924, 801)
cannonade-heading: Continued Cannonade at Shipka Pass. (585, 687, 714, 697)
divider (563, 647, 736, 648)
shrunk-text: THOROUGHLY SHRUNK, (238, 930, 335, 940)
hawkes-land-text: MR. J. G. HAWKES is instructed to SELL BY PUBLIC AUCTION At his Rooms, Hereford street, THE ACRE OF LAND situate in CLARE ROAD off SPRINGFIELD ROAD, well stocked with Fruit Trees, and fenced with quick hedge, together with the 3-Roomed COTTAGE erected thereon. Also, THE ACRE OF LAND in same Road, well stocked with Fruit Trees, and fenced with quick. Sale at 12 o'clock. (201, 449, 372, 538)
divider (747, 1000, 924, 1001)
table-cell: 0 (1094, 1410, 1099, 1420)
style-text: For Style and Quality, Superior to Any Other House in Town. (211, 584, 362, 604)
press-agency: [PER PRESS AGENCY.] (610, 1266, 689, 1275)
table-cell: 11 (1074, 1439, 1083, 1449)
ad-number: 6531 (15, 1029, 31, 1039)
gale-heading: Disastrous Gale. (613, 1087, 686, 1100)
table-cell: 13 (1083, 1488, 1092, 1498)
divider (15, 505, 190, 506)
divider (935, 297, 1099, 300)
column-6 (930, 42, 1104, 1504)
ad-number: 6973 (174, 596, 190, 606)
arrived-list: ARRIVED—October 24. Ringarooma, s.s., 623 tons, Whitburn, from Melbourne via South, Dunedin and Co. Passengers—Saloon: from Melbourne: Messrs Mrs Good, Mrs D. Jones; from Dunedin: Mr Kershaw, and 11 in the steerage. Tararua, s.s., 527 tons, Anderson, from Northern Ports. Miles, Hassall and Co., agents. Passengers—Saloon: Messrs Mr Rockhill, Captain and Mrs Parker, Mrs Fisher, Mrs Cockburn, Miss King, Rev. Fullerton, Messrs Drew, Hoser, Fox, Davis, Cowell, Downes, Flett, Hannah, Hurrell (2), Currie, Mich, Perkins, Cotton, Wilcher, Hill, Nash, Adams, Cox, Fisher, Redwood. Steerage: Messrs Smith, Shepherd, Mcdonald, Bluefield, Mason, Kelly, Jarvis, Conway, Conyrive, and Pebble. (15, 108, 190, 233)
table-cell: 0 (1087, 1448, 1092, 1458)
also-text: Also, (277, 210, 296, 220)
